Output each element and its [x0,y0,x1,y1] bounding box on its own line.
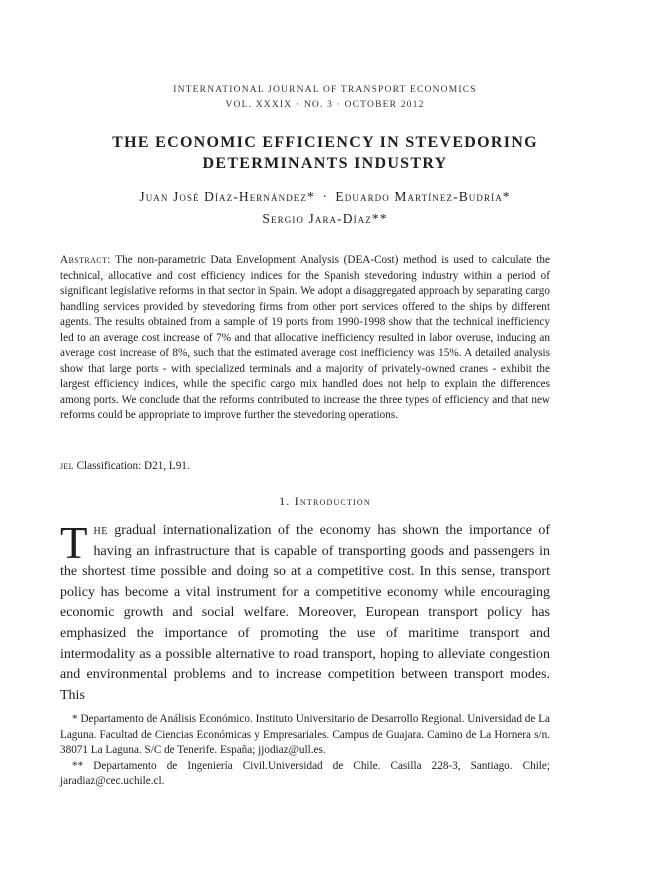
intro-paragraph [60,518,551,706]
author-affiliation-mark: * [502,189,511,204]
author-name: Juan José Díaz-Hernández [139,189,307,204]
journal-header [0,83,650,113]
journal-name: INTERNATIONAL JOURNAL OF TRANSPORT ECONOMICS [173,85,477,95]
footnote: * Departamento de Análisis Económico. Instituto Universitario de Desarrollo Regional. Universidad de La Laguna. Facultad de Ciencias Económicas y Empresariales. Campus de Guajara. Camino de La Hornera s/n. 38071 La Laguna. S/C de Tenerife. España; jjodiaz@ull.es. [60,713,550,757]
abstract-text: The non-parametric Data Envelopment Analysis (DEA-Cost) method is used to calculate the technical, allocative and cost efficiency indices for the Spanish stevedoring industry within a period of significant legislative reforms in that sector in Spain. We adopt a disaggregated approach by separating cargo handling services provided by stevedoring firms from other port services offered to the ships by different agents. The results obtained from a sample of 19 ports from 1990-1998 show that the technical inefficiency led to an average cost increase of 7% and that allocative inefficiency resulted in labor overuse, inducing an average cost increase of 8%, such that the estimated average cost inefficiency was 15%. A detailed analysis show that large ports - with specialized terminals and a majority of privately-owned cranes - exhibit the largest efficiency indices, while the specific cargo mix handled does not help to explain the differences among ports. We conclude that the reforms contributed to increase the three types of efficiency and that new reforms could be appropriate to improve further the stevedoring operations. [60,254,550,421]
author-list [40,186,610,230]
jel-text: Classification: D21, L91. [76,460,190,472]
footnotes [60,712,550,790]
drop-cap: T [60,518,88,568]
intro-text: gradual internationalization of the economy has shown the importance of having an infrastructure that is capable of transporting goods and passengers in the shortest time possible and doing so at a competitive cost. In this sense, transport policy has become a vital instrument for a competitive economy while encouraging economic growth and social welfare. Moreover, European transport policy has emphasized the importance of promoting the use of maritime transport and intermodality as a possible alternative to road transport, hoping to alleviate congestion and environmental problems and to increase competition between transport modes. This [60,523,551,703]
journal-issue: VOL. XXXIX · NO. 3 · OCTOBER 2012 [225,100,425,110]
author-line-2 [40,208,610,230]
author-line-1 [40,186,610,208]
section-heading: 1. Introduction [279,494,371,508]
author-name: Sergio Jara-Díaz [262,211,372,226]
author-separator: · [322,189,328,204]
abstract-label: Abstract: [60,254,111,266]
jel-label: jel [60,460,74,472]
footnote: ** Departamento de Ingeniería Civil.Universidad de Chile. Casilla 228-3, Santiago. Chile; jaradiaz@cec.uchile.cl. [60,759,550,788]
article-title [60,132,590,174]
author-name: Eduardo Martínez-Budría [335,189,503,204]
author-affiliation-mark: ** [371,211,388,226]
title-line-1: THE ECONOMIC EFFICIENCY IN STEVEDORING [112,134,538,151]
jel-classification [60,459,550,474]
title-line-2: DETERMINANTS INDUSTRY [202,155,448,172]
intro-lead: he [93,523,108,538]
author-affiliation-mark: * [306,189,315,204]
abstract [60,253,550,424]
